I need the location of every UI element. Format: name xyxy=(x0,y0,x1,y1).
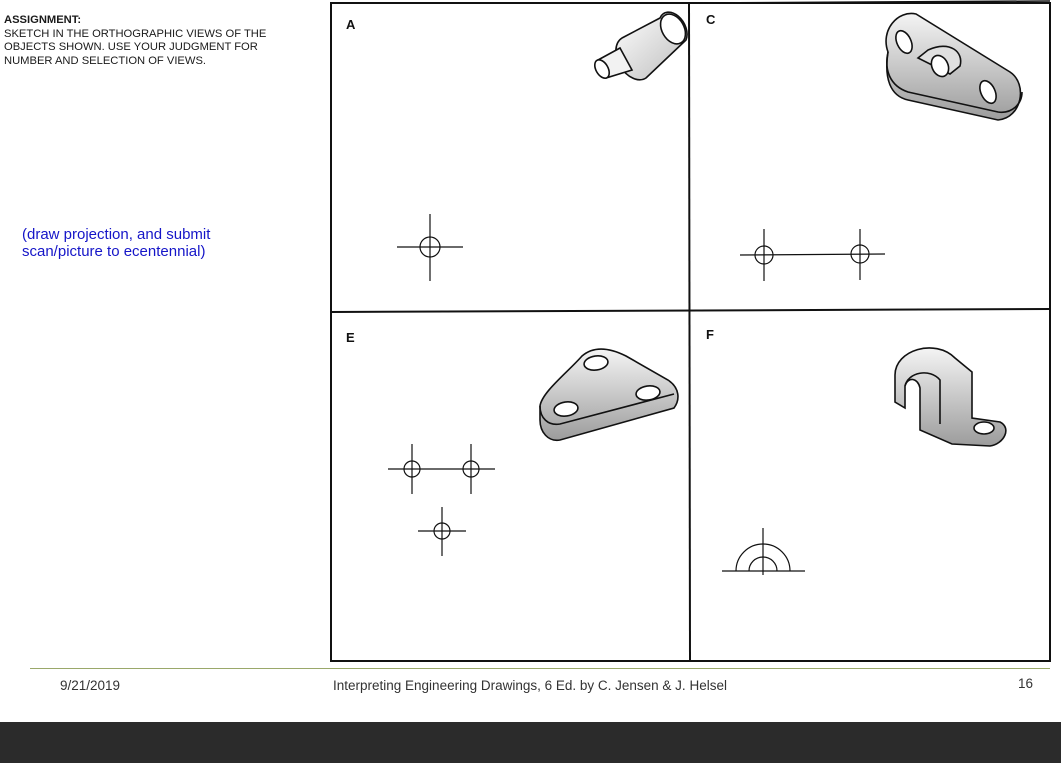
footer-credit: Interpreting Engineering Drawings, 6 Ed. by C. Jensen & J. Helsel xyxy=(333,678,727,693)
assignment-line: NUMBER AND SELECTION OF VIEWS. xyxy=(4,54,207,67)
panel-e-label: E xyxy=(346,330,355,345)
assignment-heading: ASSIGNMENT: xyxy=(4,14,82,26)
object-a-stepped-shaft xyxy=(592,10,691,81)
panel-f-semicircle xyxy=(722,528,805,575)
object-c-bracket xyxy=(886,13,1022,120)
panel-a-label: A xyxy=(346,17,356,32)
submission-note-line: (draw projection, and submit xyxy=(22,226,211,243)
submission-note-line: scan/picture to ecentennial) xyxy=(22,243,206,260)
panel-e-centerlines xyxy=(388,444,495,556)
slide-number: 16 xyxy=(1018,676,1034,691)
assignment-line: SKETCH IN THE ORTHOGRAPHIC VIEWS OF THE xyxy=(4,27,267,40)
object-e-triangle-plate xyxy=(540,349,678,440)
panel-f-label: F xyxy=(706,327,714,342)
panel-a-centerline xyxy=(397,214,463,281)
panel-c-label: C xyxy=(706,12,716,27)
footer-date: 9/21/2019 xyxy=(60,678,121,693)
footer-divider xyxy=(30,668,1050,669)
object-f-u-strap xyxy=(895,348,1006,446)
vertical-divider xyxy=(689,3,690,661)
horizontal-divider xyxy=(331,309,1050,312)
panel-c-centerlines xyxy=(740,229,885,281)
bottom-bar xyxy=(0,722,1061,763)
assignment-line: OBJECTS SHOWN. USE YOUR JUDGMENT FOR xyxy=(4,41,258,53)
